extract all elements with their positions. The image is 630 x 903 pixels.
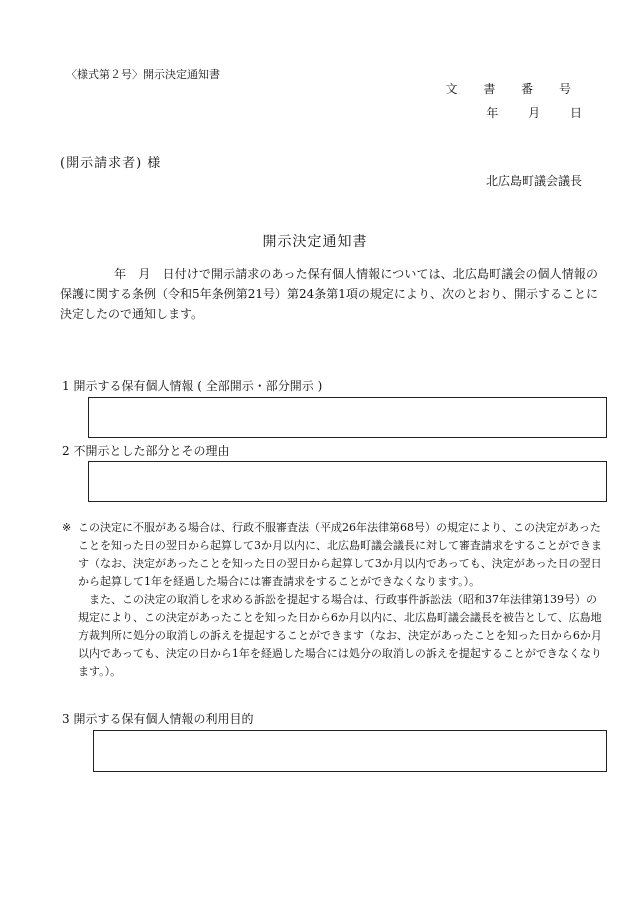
section-2-label: 2 不開示とした部分とその理由 <box>62 444 230 458</box>
section-1-label: 1 開示する保有個人情報 ( 全部開示・部分開示 ) <box>62 379 323 393</box>
notice-body <box>60 264 598 324</box>
date-label: 年 月 日 <box>486 106 582 120</box>
note-mark: ※ <box>62 521 72 534</box>
note-paragraph-2: また、この決定の取消しを求める訴訟を提起する場合は、行政事件訴訟法（昭和37年法律第139号）の規定により、この決定があったことを知った日から6か月以内に、北広島町議会議長を被告として、広島地方裁判所に処分の取消しの訴えを提起することができます（なお、決定があったことを知った日から6か月以内であっても、決定の日から1年を経過した場合には処分の取消しの訴えを提起することができなくなります。）。 <box>78 593 602 678</box>
body-blank-date: 年 月 日付けで <box>114 267 211 281</box>
appeal-notes <box>62 519 602 681</box>
section-1-box[interactable] <box>88 397 607 438</box>
addressee: (開示請求者) 様 <box>60 156 162 171</box>
page-title: 開示決定通知書 <box>262 234 368 250</box>
form-number: 〈様式第２号〉開示決定通知書 <box>66 68 220 81</box>
section-3-box[interactable] <box>93 730 607 772</box>
document-number-label: 文 書 番 号 <box>445 82 582 96</box>
body-text: 開示請求のあった保有個人情報については、北広島町議会の個人情報の保護に関する条例（令和5年条例第21号）第24条第1項の規定により、次のとおり、開示することに決定したので通知します。 <box>60 267 598 321</box>
note-text-1: この決定に不服がある場合は、行政不服審査法（平成26年法律第68号）の規定により、この決定があったことを知った日の翌日から起算して3か月以内に、北広島町議会議長に対して審査請求をすることができます（なお、決定があったことを知った日の翌日から起算して3か月以内であっても、決定があった日の翌日から起算して1年を経過した場合には審査請求をすることができなくなります。）。 <box>78 521 602 588</box>
issuer: 北広島町議会議長 <box>485 174 582 188</box>
note-paragraph-1 <box>62 519 602 591</box>
section-3-label: 3 開示する保有個人情報の利用目的 <box>62 712 254 726</box>
section-2-box[interactable] <box>88 461 607 502</box>
